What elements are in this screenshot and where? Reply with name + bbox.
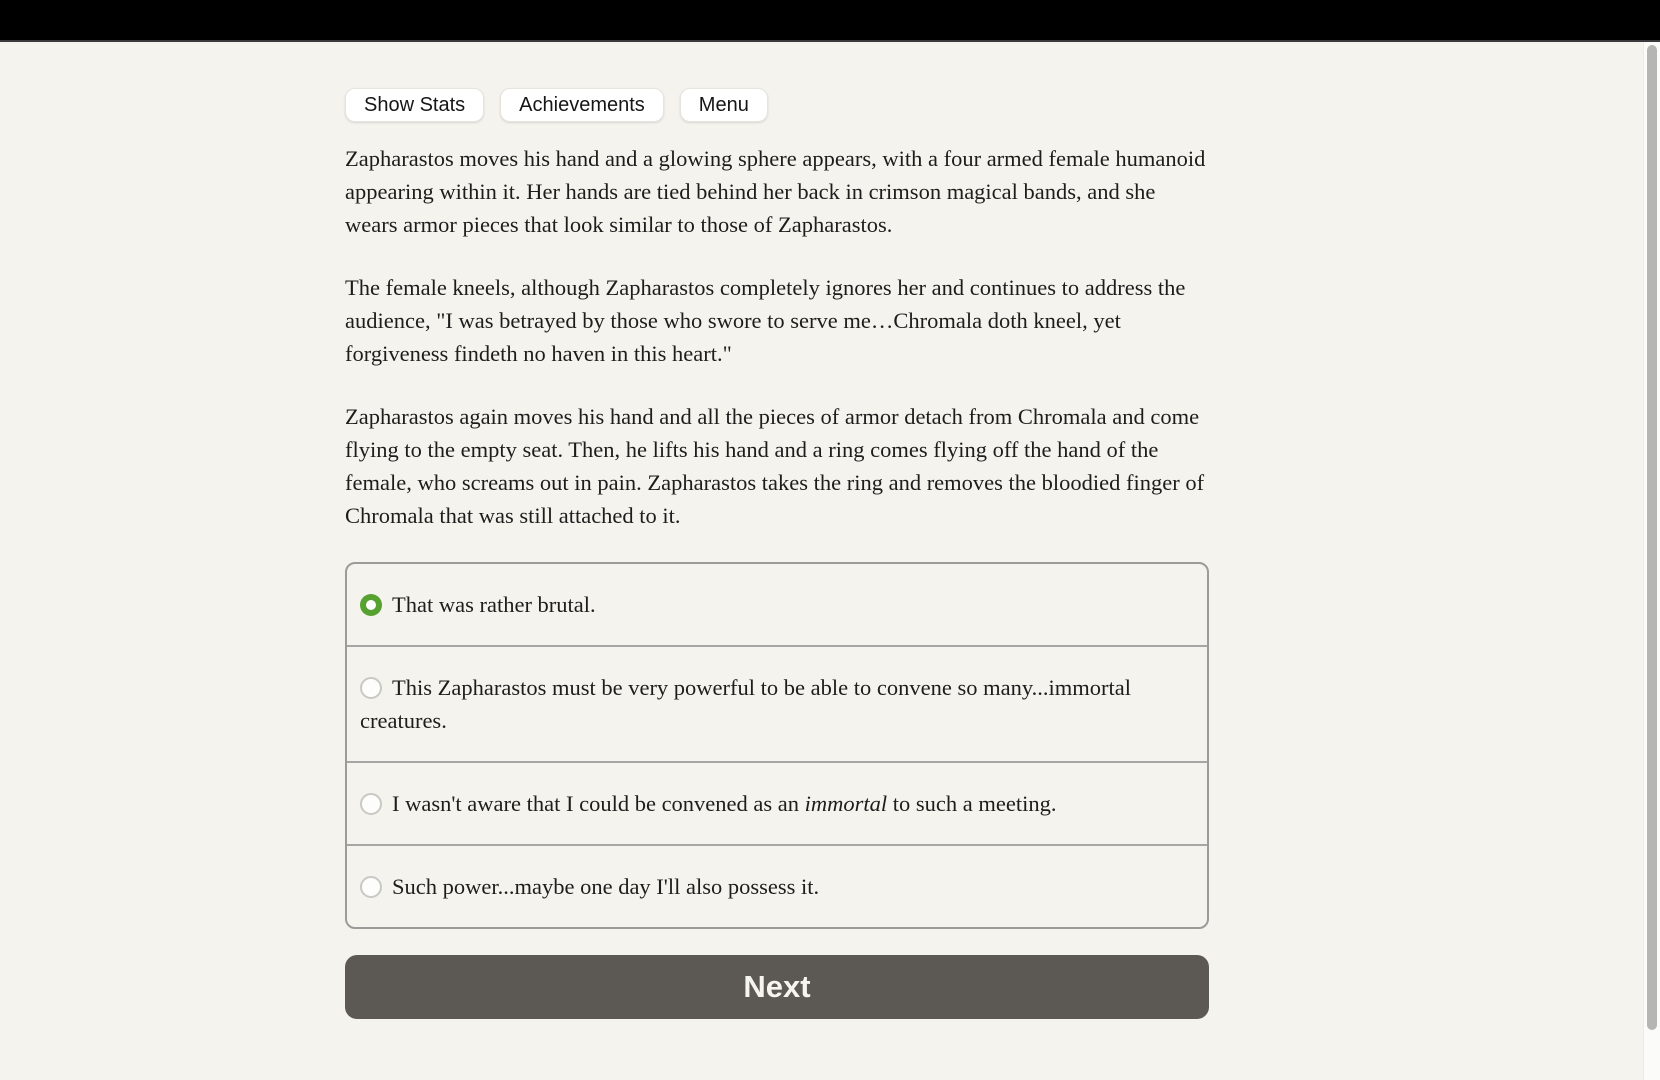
story-paragraph: The female kneels, although Zapharastos completely ignores her and continues to address the audience, "I was betrayed by those who swore to serve me…Chromala doth kneel, yet forgiveness findeth no haven in this heart." <box>345 275 1186 366</box>
story-paragraph: Zapharastos again moves his hand and all the pieces of armor detach from Chromala and come flying to the empty seat. Then, he lifts his hand and a ring comes flying off the hand of the female, who screams out in pain. Zapharastos takes the ring and removes the bloodied finger of Chromala that was still attached to it. <box>345 404 1205 528</box>
choice-label: That was rather brutal. <box>392 592 596 617</box>
story-text <box>345 142 1209 532</box>
choice-option-4[interactable] <box>347 844 1207 927</box>
toolbar <box>345 42 1209 122</box>
scrollbar-track[interactable] <box>1643 42 1660 1080</box>
choice-option-3[interactable] <box>347 761 1207 844</box>
choice-label: This Zapharastos must be very powerful to be able to convene so many...immortal creatures. <box>360 675 1131 733</box>
game-content <box>345 42 1209 1019</box>
top-black-bar <box>0 0 1660 42</box>
scrollbar-thumb[interactable] <box>1647 45 1657 1030</box>
choice-option-2[interactable] <box>347 645 1207 761</box>
choice-label: Such power...maybe one day I'll also possess it. <box>392 874 820 899</box>
radio-button-icon[interactable] <box>360 793 382 815</box>
radio-button-icon[interactable] <box>360 594 382 616</box>
choice-option-1[interactable] <box>347 564 1207 645</box>
choice-list <box>345 562 1209 929</box>
achievements-button[interactable]: Achievements <box>500 88 664 122</box>
menu-button[interactable]: Menu <box>680 88 768 122</box>
choice-label: I wasn't aware that I could be convened as an immortal to such a meeting. <box>392 791 1057 816</box>
radio-button-icon[interactable] <box>360 677 382 699</box>
story-paragraph: Zapharastos moves his hand and a glowing sphere appears, with a four armed female humanoid appearing within it. Her hands are tied behind her back in crimson magical bands, and she wears armor pieces that look similar to those of Zapharastos. <box>345 146 1206 237</box>
radio-button-icon[interactable] <box>360 876 382 898</box>
next-button[interactable]: Next <box>345 955 1209 1019</box>
show-stats-button[interactable]: Show Stats <box>345 88 484 122</box>
